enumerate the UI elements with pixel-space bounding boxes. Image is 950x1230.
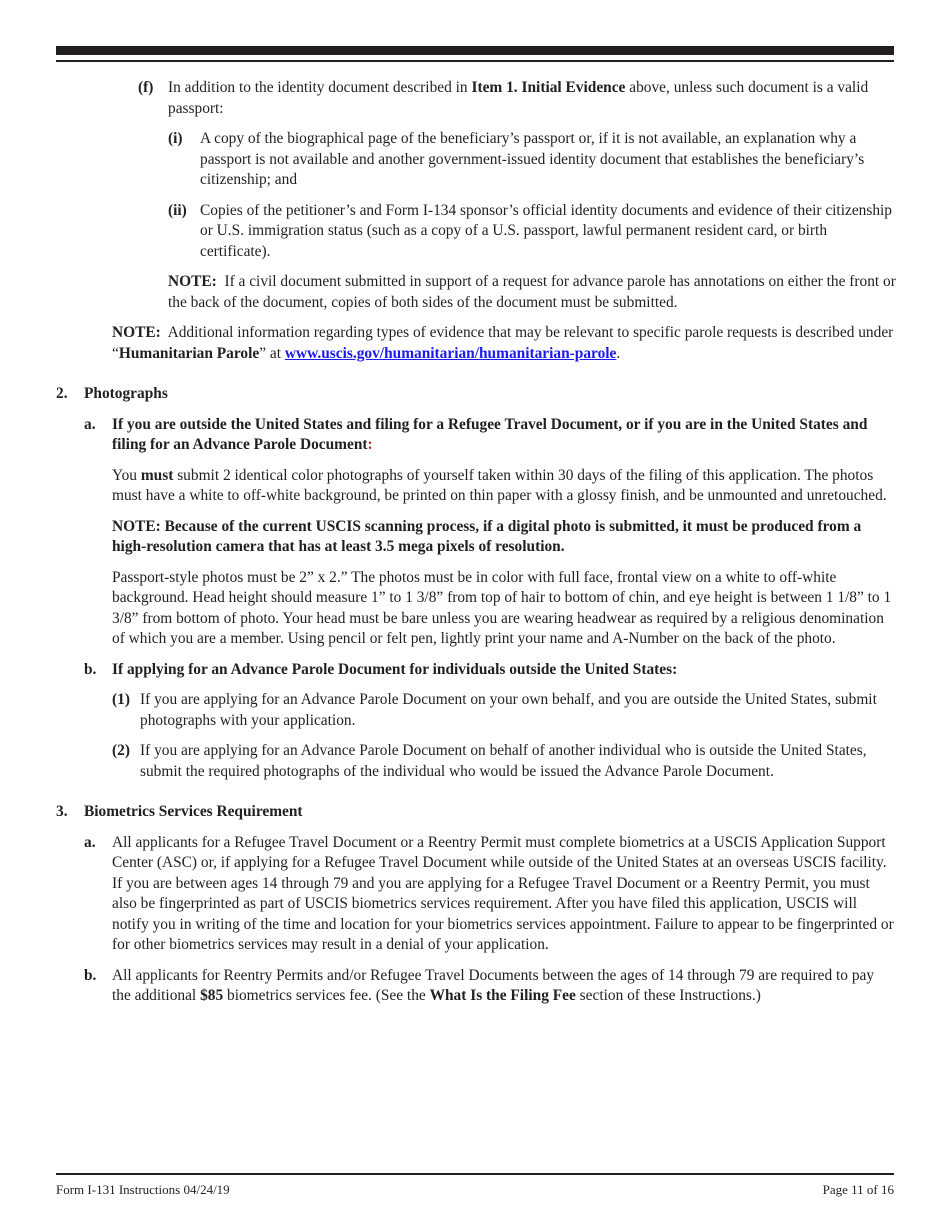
footer-page-number: Page 11 of 16	[822, 1182, 894, 1197]
item-f-ii: (ii) Copies of the petitioner’s and Form I-134 sponsor’s official identity documents and evidence of their citizenship or U.S. immigration status (such as a copy of a U.S. passport, lawful permanent resident card, or birth certificate).	[168, 201, 892, 260]
header-rule-thin	[56, 60, 894, 62]
section-2b-item-2: (2) If you are applying for an Advance Parole Document on behalf of another individual who is outside the United States, submit the required photographs of the individual who would be issued the Advance Parole Document.	[112, 742, 867, 780]
section-3a-label: a.	[84, 833, 96, 851]
note-additional-info: NOTE: Additional information regarding types of evidence that may be relevant to specific parole requests is described under “Humanitarian Parole” at www.uscis.gov/humanitarian/humanitarian-parole.	[112, 324, 894, 362]
section-2-heading	[56, 384, 896, 405]
item-f: (f) In addition to the identity document described in Item 1. Initial Evidence above, unless such document is a valid passport:	[138, 79, 869, 117]
humanitarian-parole-link[interactable]: www.uscis.gov/humanitarian/humanitarian-parole	[284, 344, 617, 362]
section-2b-item-1: (1) If you are applying for an Advance Parole Document on your own behalf, and you are outside the United States, submit photographs with your application.	[112, 691, 877, 729]
section-3-heading	[56, 802, 896, 823]
note-civil-document: NOTE: If a civil document submitted in support of a request for advance parole has annotations on either the front or the back of the document, copies of both sides of the document must be submitted.	[168, 273, 896, 311]
section-2b-label: b.	[84, 660, 97, 678]
section-2a-photos-paragraph: You must submit 2 identical color photographs of yourself taken within 30 days of the filing of this application. The photos must have a white to off-white background, be printed on thin paper with a glossy finish, and be unmounted and unretouched.	[112, 466, 887, 504]
section-3b: b. All applicants for Reentry Permits and/or Refugee Travel Documents between the ages of 14 through 79 are required to pay the additional $85 biometrics services fee. (See the What Is the Filing Fee section of these Instructions.)	[84, 966, 875, 1004]
section-3-number: 3.	[56, 803, 68, 820]
section-3b-label: b.	[84, 966, 97, 984]
item-f-label: (f)	[138, 79, 154, 96]
section-2a-label: a.	[84, 415, 96, 433]
item-f-i-label: (i)	[168, 130, 183, 147]
footer-rule	[56, 1173, 894, 1175]
header-rule-thick	[56, 46, 894, 55]
section-2a-heading: a. If you are outside the United States and filing for a Refugee Travel Document, or if you are in the United States and filing for an Advance Parole Document:	[84, 415, 868, 453]
section-2b-heading: b. If applying for an Advance Parole Document for individuals outside the United States:	[56, 660, 896, 681]
section-2-number: 2.	[56, 385, 68, 402]
section-2a-passport-style-paragraph: Passport-style photos must be 2” x 2.” The photos must be in color with full face, frontal view on a white to off-white background. Head height should measure 1” to 1 3/8” from top of hair to bottom of chin, and eye height is between 1 1/8” to 1 3/8” from bottom of photo. Your head must be bare unless you are wearing headwear as required by a religious denomination of which you are a member. Using pencil or felt pen, lightly print your name and A-Number on the back of the photo.	[112, 568, 892, 647]
item-f-i: (i) A copy of the biographical page of the beneficiary’s passport or, if it is not available, an explanation why a passport is not available and another government-issued identity document that establishes the beneficiary’s citizenship; and	[168, 130, 865, 188]
section-2a-note-digital-photo: NOTE: Because of the current USCIS scanning process, if a digital photo is submitted, it must be produced from a high-resolution camera that has at least 3.5 mega pixels of resolution.	[112, 517, 862, 555]
page-content	[56, 78, 896, 1017]
section-3-title: Biometrics Services Requirement	[84, 803, 303, 820]
item-f-ii-label: (ii)	[168, 201, 187, 219]
footer-form-id: Form I-131 Instructions 04/24/19	[56, 1182, 230, 1197]
section-2-title: Photographs	[84, 385, 168, 402]
section-3a: a. All applicants for a Refugee Travel Document or a Reentry Permit must complete biometrics at a USCIS Application Support Center (ASC) or, if applying for a Refugee Travel Document while outside of the United States at an overseas USCIS facility. If you are between ages 14 through 79 and you are applying for a Refugee Travel Document or a Reentry Permit, you must also be fingerprinted as part of USCIS biometrics services requirement. After you have filed this application, USCIS will notify you in writing of the time and location for your biometrics services appointment. Failure to appear to be fingerprinted or for other biometrics services may result in a denial of your application.	[84, 833, 894, 953]
